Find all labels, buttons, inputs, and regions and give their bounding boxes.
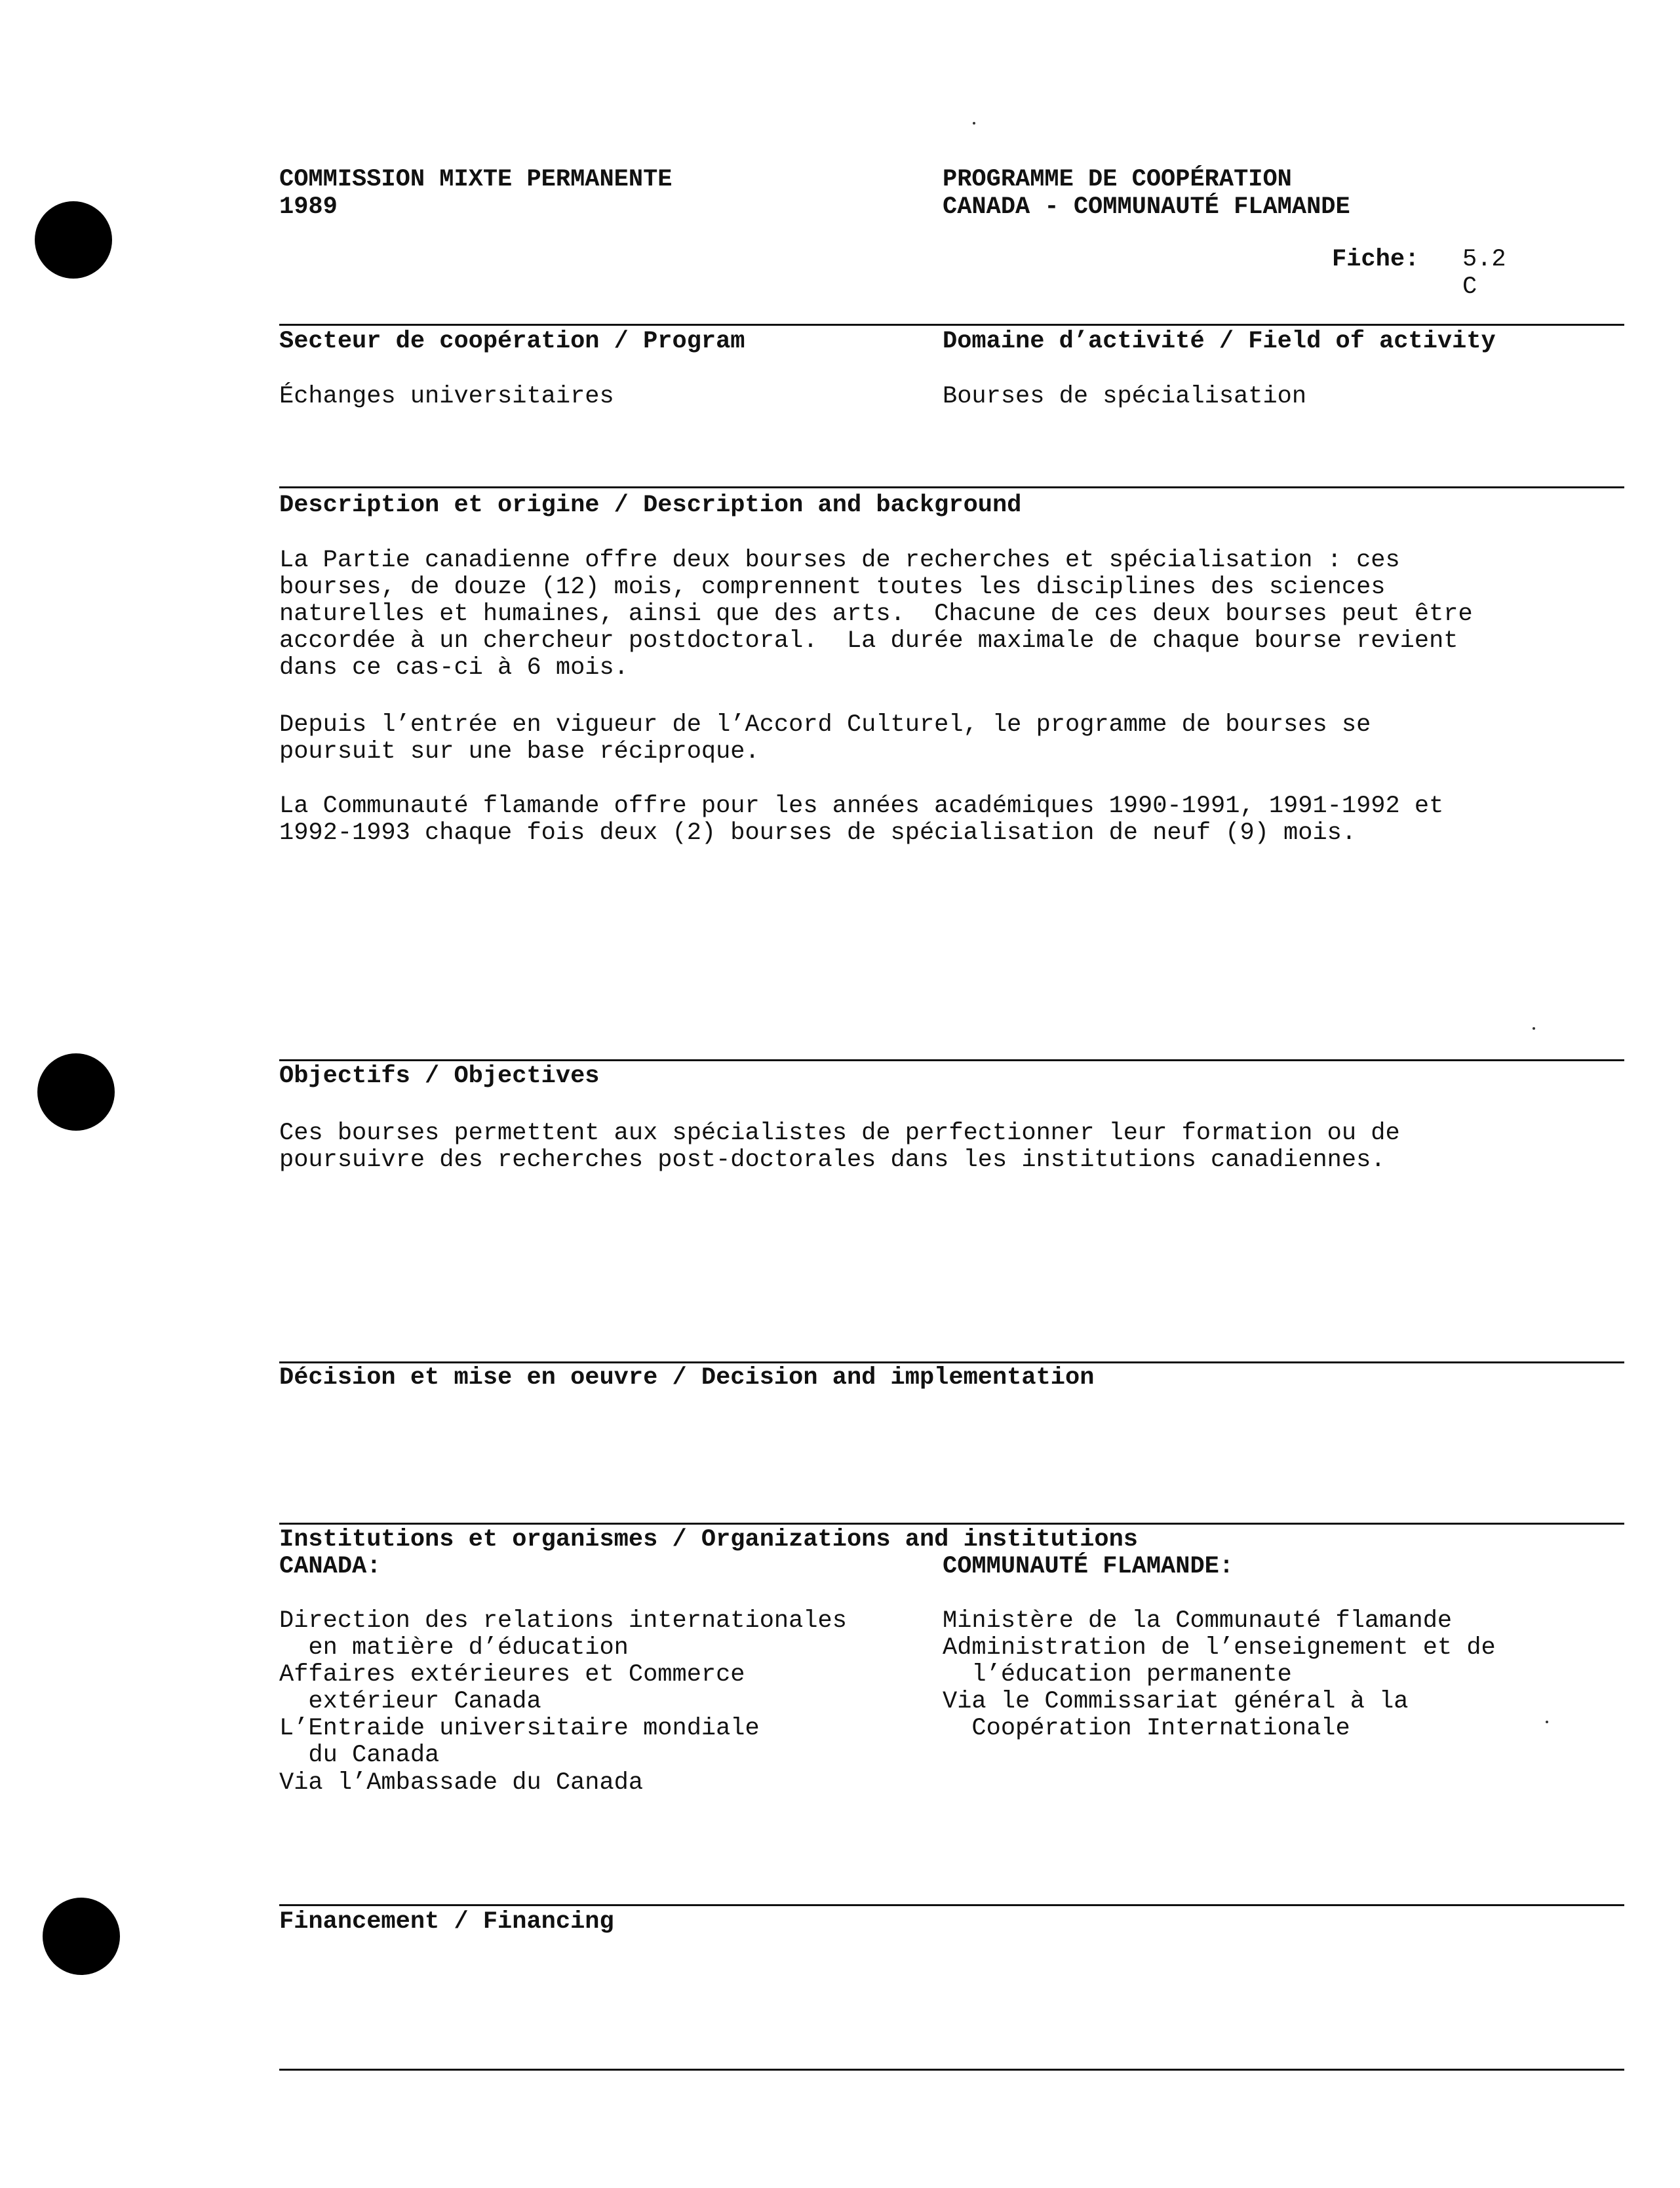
- organization-line: l’éducation permanente: [943, 1661, 1292, 1689]
- organization-line: du Canada: [279, 1742, 440, 1769]
- fiche-letter: C: [1462, 273, 1477, 301]
- scan-speck: [973, 122, 975, 125]
- scan-speck: [1546, 1721, 1548, 1723]
- organization-line: Direction des relations internationales: [279, 1607, 847, 1635]
- financing-heading: Financement / Financing: [279, 1908, 614, 1936]
- section-divider: [279, 1523, 1624, 1525]
- fiche-number: 5.2: [1462, 246, 1506, 273]
- paragraph-line: La Communauté flamande offre pour les années académiques 1990-1991, 1991-1992 et: [279, 792, 1444, 820]
- section-divider: [279, 1904, 1624, 1906]
- fiche-label: Fiche:: [1332, 246, 1420, 273]
- paragraph-line: Depuis l’entrée en vigueur de l’Accord Culturel, le programme de bourses se: [279, 711, 1371, 739]
- objectives-heading: Objectifs / Objectives: [279, 1063, 600, 1090]
- field-value: Bourses de spécialisation: [943, 383, 1307, 410]
- paragraph-line: poursuit sur une base réciproque.: [279, 738, 760, 766]
- organization-line: extérieur Canada: [279, 1688, 541, 1715]
- paragraph-line: naturelles et humaines, ainsi que des arts. Chacune de ces deux bourses peut être: [279, 600, 1473, 628]
- punch-hole-middle: [37, 1053, 115, 1131]
- field-heading: Domaine d’activité / Field of activity: [943, 328, 1496, 355]
- section-divider: [279, 486, 1624, 488]
- section-divider: [279, 1361, 1624, 1363]
- organization-line: Ministère de la Communauté flamande: [943, 1607, 1453, 1635]
- institutions-heading: Institutions et organismes / Organizations and institutions: [279, 1526, 1139, 1553]
- organization-line: Affaires extérieures et Commerce: [279, 1661, 745, 1689]
- description-heading: Description et origine / Description and background: [279, 492, 1022, 519]
- organization-line: Administration de l’enseignement et de: [943, 1634, 1496, 1662]
- section-divider: [279, 1059, 1624, 1061]
- paragraph-line: bourses, de douze (12) mois, comprennent toutes les disciplines des sciences: [279, 574, 1386, 601]
- decision-heading: Décision et mise en oeuvre / Decision and implementation: [279, 1364, 1095, 1392]
- programme-title: PROGRAMME DE COOPÉRATION: [943, 166, 1292, 193]
- commission-title: COMMISSION MIXTE PERMANENTE: [279, 166, 673, 193]
- paragraph-line: 1992-1993 chaque fois deux (2) bourses de spécialisation de neuf (9) mois.: [279, 819, 1357, 847]
- sector-heading: Secteur de coopération / Program: [279, 328, 745, 355]
- organization-line: L’Entraide universitaire mondiale: [279, 1715, 760, 1742]
- scan-speck: [1533, 1027, 1535, 1030]
- section-divider: [279, 324, 1624, 326]
- organization-line: Coopération Internationale: [943, 1715, 1350, 1742]
- paragraph-line: Ces bourses permettent aux spécialistes de perfectionner leur formation ou de: [279, 1120, 1400, 1147]
- paragraph-line: dans ce cas-ci à 6 mois.: [279, 654, 629, 682]
- punch-hole-bottom: [43, 1898, 120, 1975]
- punch-hole-top: [35, 201, 112, 279]
- paragraph-line: accordée à un chercheur postdoctoral. La durée maximale de chaque bourse revient: [279, 627, 1458, 655]
- paragraph-line: La Partie canadienne offre deux bourses de recherches et spécialisation : ces: [279, 547, 1400, 574]
- flemish-label: COMMUNAUTÉ FLAMANDE:: [943, 1553, 1234, 1580]
- canada-label: CANADA:: [279, 1553, 381, 1580]
- commission-year: 1989: [279, 193, 338, 221]
- organization-line: Via l’Ambassade du Canada: [279, 1769, 644, 1797]
- section-divider: [279, 2069, 1624, 2071]
- programme-subtitle: CANADA - COMMUNAUTÉ FLAMANDE: [943, 193, 1350, 221]
- paragraph-line: poursuivre des recherches post-doctorales dans les institutions canadiennes.: [279, 1146, 1386, 1174]
- organization-line: Via le Commissariat général à la: [943, 1688, 1409, 1715]
- organization-line: en matière d’éducation: [279, 1634, 629, 1662]
- sector-value: Échanges universitaires: [279, 383, 614, 410]
